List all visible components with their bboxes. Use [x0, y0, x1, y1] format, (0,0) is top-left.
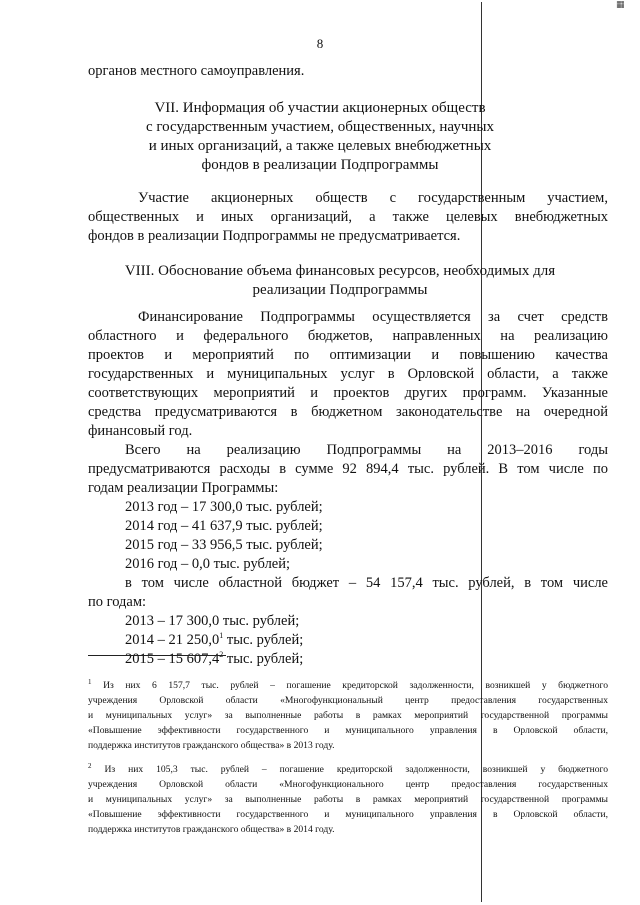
footnote-line: и муниципальных услуг» за выполненные работы в рамках мероприятий государственной программы	[88, 794, 608, 805]
paragraph-line: государственных и муниципальных услуг в Орловской области, а также	[88, 366, 608, 382]
section8-heading-line: реализации Подпрограммы	[252, 282, 428, 298]
paragraph-line: Участие акционерных обществ с государственным участием,	[138, 190, 608, 206]
paragraph-line: средства предусматриваются в бюджетном законодательстве на очередной	[88, 404, 608, 420]
list-item-text: тыс. рублей;	[223, 651, 304, 667]
section7-heading-line: VII. Информация об участии акционерных обществ	[154, 100, 486, 116]
list-item-text: 2014 – 21 250,0	[125, 632, 220, 648]
list-item	[125, 631, 303, 650]
paragraph-line: предусматриваются расходы в сумме 92 894,4 тыс. рублей. В том числе по	[88, 461, 608, 477]
section7-heading-line: и иных организаций, а также целевых внебюджетных	[148, 138, 492, 154]
paragraph-line: по годам:	[88, 594, 147, 610]
list-item: 2014 год – 41 637,9 тыс. рублей;	[125, 518, 323, 534]
footnote-line	[88, 762, 608, 778]
paragraph-line: соответствующих мероприятий и проектов других программ. Указанные	[88, 385, 608, 401]
paragraph-line: проектов и мероприятий по оптимизации и повышению качества	[88, 347, 608, 363]
footnote-line: учреждения Орловской области «Многофункционального центр предоставления государственных	[88, 779, 608, 790]
footnote-line: поддержка институтов гражданского общества» в 2013 году.	[88, 740, 335, 751]
footnote-line: «Повышение эффективности государственного и муниципального управления в Орловской области,	[88, 809, 608, 820]
footnote-separator	[88, 655, 226, 656]
footnote-ref[interactable]: 2	[219, 650, 224, 660]
footnote-line	[88, 678, 608, 694]
paragraph-line: финансовый год.	[88, 423, 193, 439]
list-item-text: тыс. рублей;	[223, 632, 304, 648]
section7-heading-line: с государственным участием, общественных, научных	[146, 119, 494, 135]
footnote-mark: 2	[88, 761, 92, 770]
list-item: 2013 – 17 300,0 тыс. рублей;	[125, 613, 300, 629]
list-item: 2015 год – 33 956,5 тыс. рублей;	[125, 537, 323, 553]
paragraph-line: общественных и иных организаций, а также целевых внебюджетных	[88, 209, 608, 225]
list-item: 2013 год – 17 300,0 тыс. рублей;	[125, 499, 323, 515]
paragraph-line: фондов в реализации Подпрограммы не предусматривается.	[88, 228, 461, 244]
paragraph-line: годам реализации Программы:	[88, 480, 279, 496]
list-item	[125, 650, 303, 669]
footnote-line: поддержка институтов гражданского общества» в 2014 году.	[88, 824, 335, 835]
scan-mark-icon: ▦	[616, 0, 625, 10]
intro-line: органов местного самоуправления.	[88, 63, 305, 79]
paragraph-line: в том числе областной бюджет – 54 157,4 тыс. рублей, в том числе	[125, 575, 608, 591]
footnote-ref[interactable]: 1	[219, 631, 224, 641]
section8-heading-line: VIII. Обоснование объема финансовых ресурсов, необходимых для	[124, 263, 556, 279]
paragraph-line: Финансирование Подпрограммы осуществляется за счет средств	[138, 309, 608, 325]
paragraph-line: областного и федерального бюджетов, направленных на реализацию	[88, 328, 608, 344]
footnote-line: учреждения Орловской области «Многофункциональный центр предоставления государственных	[88, 695, 608, 706]
paragraph-line: Всего на реализацию Подпрограммы на 2013–2016 годы	[125, 442, 608, 458]
section7-heading-line: фондов в реализации Подпрограммы	[201, 157, 439, 173]
page-number: 8	[316, 36, 324, 51]
footnote-mark: 1	[88, 677, 92, 686]
footnote-text: Из них 105,3 тыс. рублей – погашение кредиторской задолженности, возникшей у бюджетного	[104, 764, 608, 775]
footnote-line: и муниципальных услуг» за выполненные работы в рамках мероприятий государственной программы	[88, 710, 608, 721]
list-item-text: 2015 – 15 607,4	[125, 651, 220, 667]
footnote-text: Из них 6 157,7 тыс. рублей – погашение кредиторской задолженности, возникшей у бюджетного	[103, 680, 609, 691]
footnote-line: «Повышение эффективности государственного и муниципального управления в Орловской области,	[88, 725, 608, 736]
list-item: 2016 год – 0,0 тыс. рублей;	[125, 556, 291, 572]
